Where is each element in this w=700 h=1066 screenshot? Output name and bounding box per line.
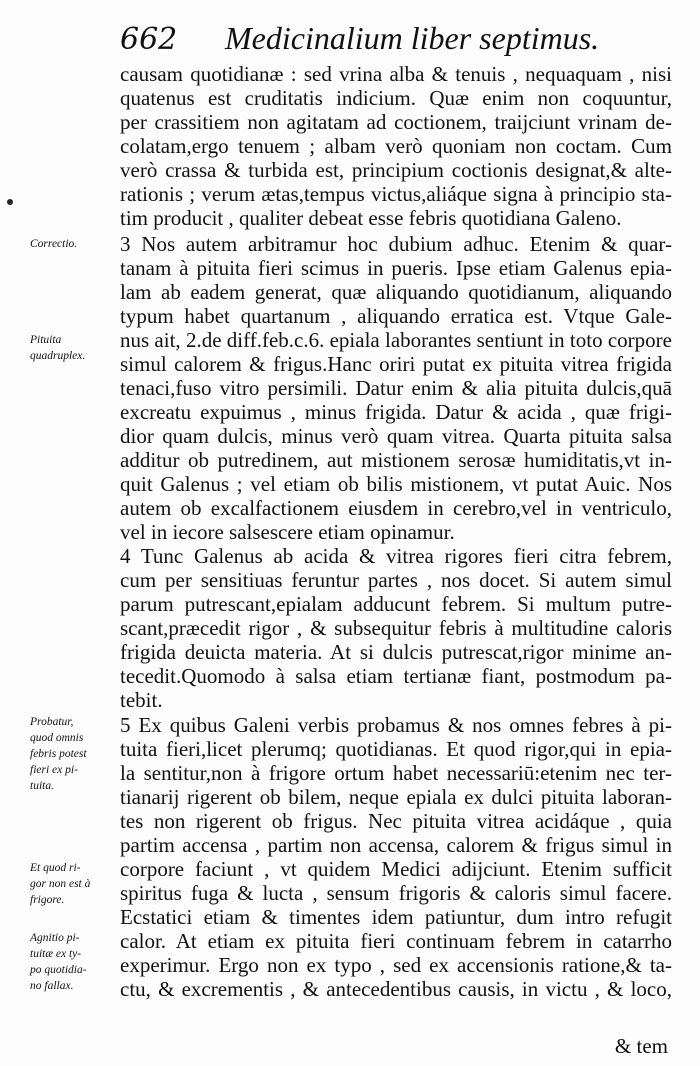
catchword: & tem — [614, 1034, 668, 1058]
text-line: cum per sensitiuas feruntur partes , nos docet. Si autem simul — [120, 568, 672, 592]
text-line: tes non rigerent ob frigus. Nec pituita vitrea acidáque , quia — [120, 809, 672, 833]
text-line: 4 Tunc Galenus ab acida & vitrea rigores fieri citra febrem, — [120, 544, 672, 568]
text-line: tuita fieri,licet plerumq; quotidianas. Et quod rigor,qui in epia- — [120, 737, 672, 761]
text-line: vel in iecore salsescere etiam opinamur. — [120, 520, 455, 544]
text-line: corpore faciunt , vt quidem Medici adijciunt. Etenim sufficit — [120, 857, 672, 881]
margin-dot-mark — [7, 199, 13, 205]
text-line: excreatu expuimus , minus frigida. Datur & acida , quæ frigi- — [120, 400, 672, 424]
text-line: per crassitiem non agitatam ad coctionem, traijciunt vrinam de- — [120, 110, 672, 134]
text-line: tianarij rigerent ob bilem, neque epiala ex dulci pituita laboran- — [120, 785, 672, 809]
text-line: nus ait, 2.de diff.feb.c.6. epiala laborantes sentiunt in toto corpore — [120, 328, 672, 352]
text-line: lam ab eadem generat, quæ aliquando quotidianum, aliquando — [120, 280, 672, 304]
text-line: la sentitur,non à frigore ortum habet necessariū:etenim nec ter- — [120, 761, 672, 785]
text-line: calor. At etiam ex pituita fieri continuam febrem in catarrho — [120, 929, 672, 953]
text-line: tim producit , qualiter debeat esse febris quotidiana Galeno. — [120, 206, 622, 230]
text-line: quit Galenus ; vel etiam ob bilis mistionem, vt putat Auic. Nos — [120, 472, 672, 496]
text-line: simul calorem & frigus.Hanc oriri putat ex pituita vitrea frigida — [120, 352, 672, 376]
text-line: spiritus fuga & lucta , sensum frigoris & caloris simul facere. — [120, 881, 672, 905]
text-line: autem ob excalfactionem eiusdem in cerebro,vel in ventriculo, — [120, 496, 672, 520]
running-title: Medicinalium liber septimus. — [225, 20, 600, 56]
text-line: causam quotidianæ : sed vrina alba & tenuis , nequaquam , nisi — [120, 62, 672, 86]
margin-note: Agnitio pi- tuitæ ex ty- po quotidia- no fallax. — [30, 932, 87, 992]
text-line: verò crassa & turbida est, principium coctionis designat,& alte- — [120, 158, 672, 182]
margin-note: Probatur, quod omnis febris potest fieri ex pi- tuita. — [30, 716, 87, 792]
margin-note: Pituita quadruplex. — [30, 334, 86, 362]
text-line: additur ob putredinem, aut mistionem serosæ humiditatis,vt in- — [120, 448, 672, 472]
text-line: typum habet quartanum , aliquando erratica est. Vtque Gale- — [120, 304, 672, 328]
text-line: frigida deuicta materia. At si dulcis putrescat,rigor minime an- — [120, 640, 672, 664]
text-line: parum putrescant,epialam adducunt febrem. Si multum putre- — [120, 592, 672, 616]
text-line: 3 Nos autem arbitramur hoc dubium adhuc. Etenim & quar- — [120, 232, 672, 256]
text-line: 5 Ex quibus Galeni verbis probamus & nos omnes febres à pi- — [120, 713, 672, 737]
text-line: rationis ; verum ætas,tempus victus,aliáque signa à principio sta- — [120, 182, 672, 206]
text-line: tanam à pituita fieri scimus in pueris. Ipse etiam Galenus epia- — [120, 256, 672, 280]
text-line: Ecstatici etiam & timentes idem patiuntur, dum intro refugit — [120, 905, 672, 929]
margin-note: Correctio. — [30, 238, 78, 250]
text-line: experimur. Ergo non ex typo , sed ex accensionis ratione,& ta- — [120, 953, 672, 977]
margin-note: Et quod ri- gor non est à frigore. — [30, 862, 91, 906]
text-line: ctu, & excrementis , & antecedentibus causis, in victu , & loco, — [120, 977, 672, 1001]
text-line: scant,præcedit rigor , & subsequitur febris à multitudine caloris — [120, 616, 672, 640]
text-line: tecedit.Quomodo à salsa etiam tertianæ fiant, postmodum pa- — [120, 664, 672, 688]
text-line: quatenus est cruditatis indicium. Quæ enim non coquuntur, — [120, 86, 672, 110]
text-line: tebit. — [120, 688, 163, 712]
text-line: partim accensa , partim non accensa, calorem & frigus simul in — [120, 833, 672, 857]
page-number: 662 — [120, 22, 178, 57]
text-line: dior quam dulcis, minus verò quam vitrea. Quarta pituita salsa — [120, 424, 672, 448]
text-line: tenaci,fuso vitro persimili. Datur enim & alia pituita dulcis,quā — [120, 376, 672, 400]
text-line: colatam,ergo tenuem ; albam verò quoniam non coctam. Cum — [120, 134, 672, 158]
